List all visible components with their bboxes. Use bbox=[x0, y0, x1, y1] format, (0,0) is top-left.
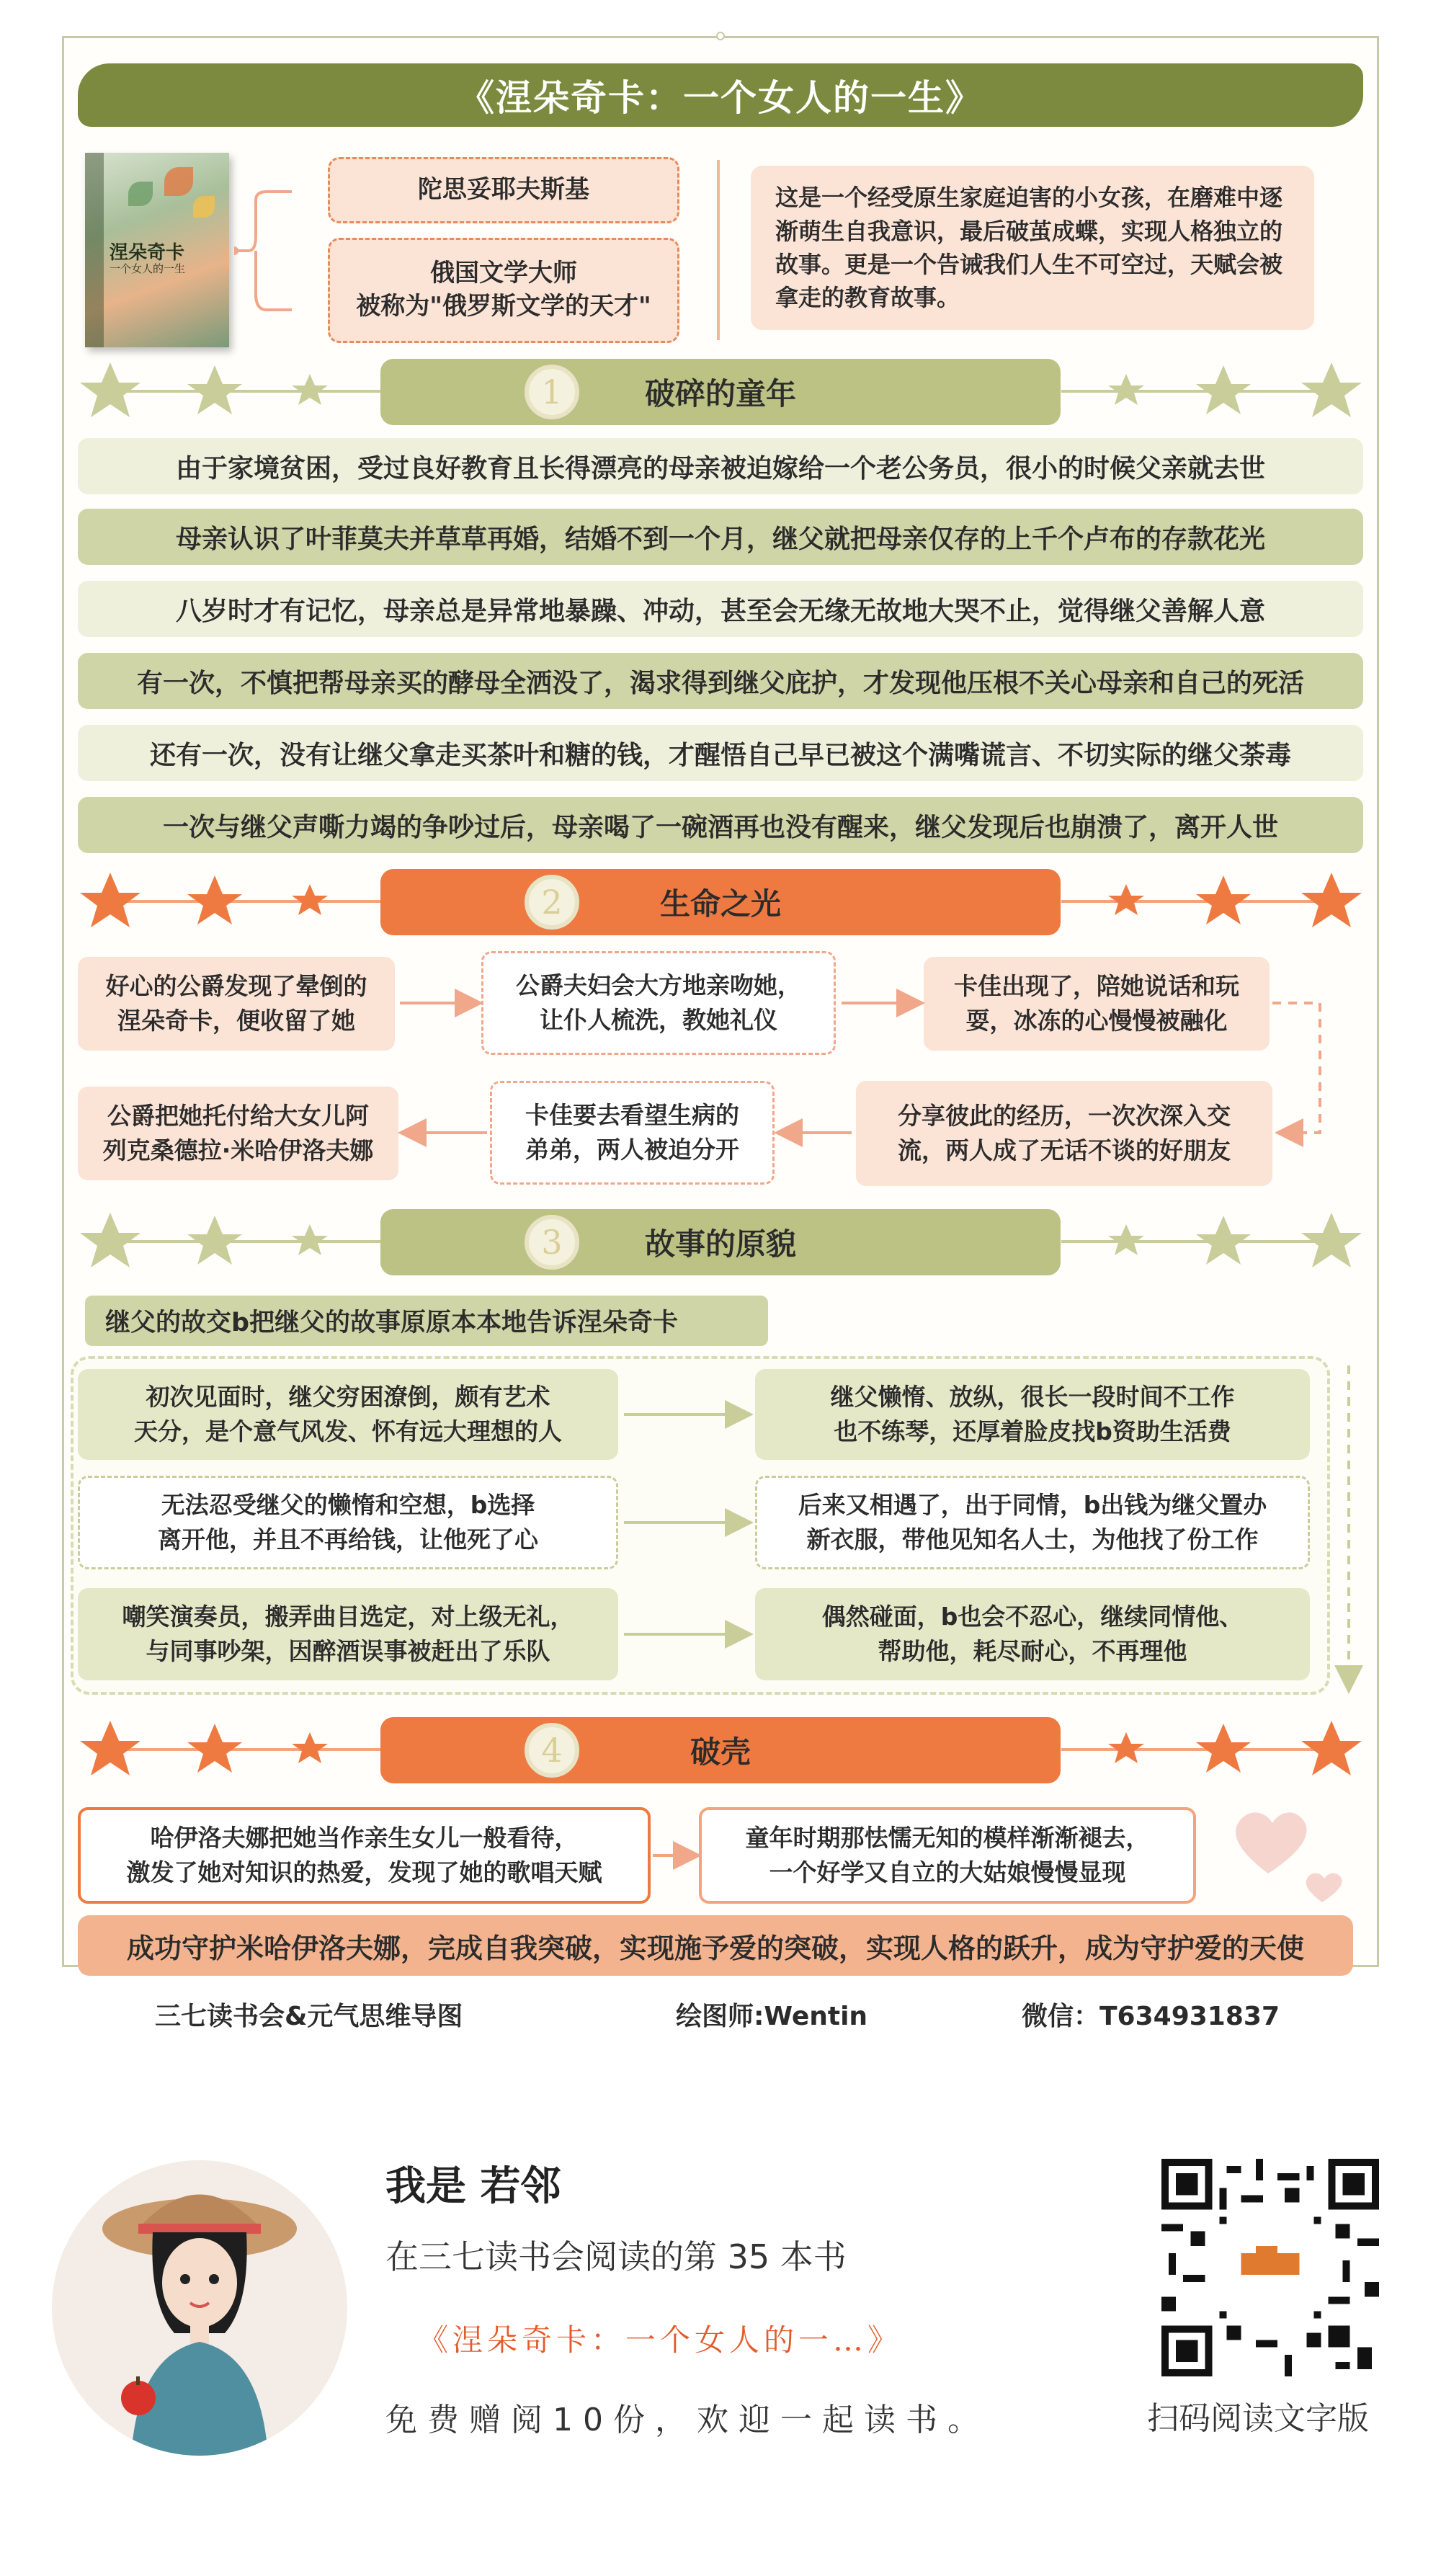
author-name-box: 陀思妥耶夫斯基 bbox=[328, 157, 679, 223]
section-title: 故事的原貌 bbox=[644, 1226, 796, 1262]
section-title: 生命之光 bbox=[659, 886, 781, 922]
page-title: 《涅朵奇卡：一个女人的一生》 bbox=[78, 63, 1363, 127]
section-title: 破碎的童年 bbox=[644, 376, 796, 411]
light-node-4: 分享彼此的经历，一次次深入交 流，两人成了无话不谈的好朋友 bbox=[856, 1081, 1272, 1186]
story-right-2: 后来又相遇了，出于同情，b出钱为继父置办 新衣服，带他见知名人士，为他找了份工作 bbox=[755, 1476, 1310, 1569]
qr-caption: 扫码阅读文字版 bbox=[1147, 2400, 1369, 2437]
story-left-2: 无法忍受继父的懒惰和空想，b选择 离开他，并且不再给钱，让他死了心 bbox=[78, 1476, 618, 1569]
childhood-item-3: 八岁时才有记忆，母亲总是异常地暴躁、冲动，甚至会无缘无故地大哭不止，觉得继父善解人意 bbox=[78, 581, 1363, 637]
childhood-item-4: 有一次，不慎把帮母亲买的酵母全洒没了，渴求得到继父庇护，才发现他压根不关心母亲和自己的死活 bbox=[78, 653, 1363, 709]
section3-subtitle: 继父的故交b把继父的故事原原本本地告诉涅朵奇卡 bbox=[85, 1296, 768, 1346]
story-right-1: 继父懒惰、放纵，很长一段时间不工作 也不练琴，还厚着脸皮找b资助生活费 bbox=[755, 1369, 1310, 1460]
reader-gift-line: 免费赠阅10份，欢迎一起读书。 bbox=[385, 2402, 989, 2438]
book-cover-subtitle: 一个女人的一生 bbox=[110, 262, 186, 275]
reader-count-line: 在三七读书会阅读的第 35 本书 bbox=[385, 2237, 847, 2276]
story-left-3: 嘲笑演奏员，搬弄曲目选定，对上级无礼， 与同事吵架，因醉酒误事被赶出了乐队 bbox=[78, 1588, 618, 1680]
section-title: 破壳 bbox=[690, 1734, 751, 1770]
footer-org: 三七读书会&元气思维导图 bbox=[155, 2002, 463, 2031]
section-number-badge: 3 bbox=[525, 1215, 579, 1270]
light-node-2: 公爵夫妇会大方地亲吻她， 让仆人梳洗，教她礼仪 bbox=[481, 951, 836, 1055]
heart-icon bbox=[1225, 1794, 1355, 1909]
author-desc-box: 俄国文学大师 被称为"俄罗斯文学的天才" bbox=[328, 238, 679, 343]
section-number-badge: 1 bbox=[525, 365, 579, 419]
awakening-box-2: 童年时期那怯懦无知的模样渐渐褪去， 一个好学又自立的大姑娘慢慢显现 bbox=[699, 1807, 1196, 1904]
conclusion-strip: 成功守护米哈伊洛夫娜，完成自我突破，实现施予爱的突破，实现人格的跃升，成为守护爱的天使 bbox=[78, 1915, 1353, 1976]
light-node-3: 卡佳出现了，陪她说话和玩 耍，冰冻的心慢慢被融化 bbox=[924, 957, 1270, 1051]
childhood-item-1: 由于家境贫困，受过良好教育且长得漂亮的母亲被迫嫁给一个老公务员，很小的时候父亲就去世 bbox=[78, 438, 1363, 494]
footer-wechat: 微信：T634931837 bbox=[1022, 2002, 1280, 2031]
light-node-6: 公爵把她托付给大女儿阿 列克桑德拉·米哈伊洛夫娜 bbox=[78, 1087, 398, 1180]
qr-code-icon[interactable] bbox=[1161, 2159, 1379, 2376]
childhood-item-2: 母亲认识了叶菲莫夫并草草再婚，结婚不到一个月，继父就把母亲仅存的上千个卢布的存款花光 bbox=[78, 509, 1363, 565]
qr-code-pattern bbox=[1161, 2159, 1379, 2376]
book-cover-title: 涅朵奇卡 bbox=[110, 242, 185, 264]
awakening-box-1: 哈伊洛夫娜把她当作亲生女儿一般看待， 激发了她对知识的热爱，发现了她的歌唱天赋 bbox=[78, 1807, 651, 1904]
story-right-3: 偶然碰面，b也会不忍心，继续同情他、 帮助他，耗尽耐心，不再理他 bbox=[755, 1588, 1310, 1680]
reader-name: 我是 若邻 bbox=[385, 2163, 561, 2210]
childhood-item-6: 一次与继父声嘶力竭的争吵过后，母亲喝了一碗酒再也没有醒来，继父发现后也崩溃了，离开人世 bbox=[78, 797, 1363, 853]
reader-book-title: 《涅朵奇卡：一个女人的一…》 bbox=[418, 2322, 903, 2358]
reader-avatar bbox=[52, 2160, 347, 2456]
light-node-5: 卡佳要去看望生病的 弟弟，两人被迫分开 bbox=[490, 1081, 775, 1185]
section-number-badge: 4 bbox=[525, 1723, 579, 1778]
story-left-1: 初次见面时，继父穷困潦倒，颇有艺术 天分，是个意气风发、怀有远大理想的人 bbox=[78, 1369, 618, 1460]
summary-box: 这是一个经受原生家庭迫害的小女孩，在磨难中逐渐萌生自我意识，最后破茧成蝶，实现人格独立的故事。更是一个告诫我们人生不可空过，天赋会被拿走的教育故事。 bbox=[751, 166, 1314, 330]
section-number-badge: 2 bbox=[525, 875, 579, 930]
footer-artist: 绘图师:Wentin bbox=[676, 2002, 868, 2031]
girl-illustration-icon bbox=[52, 2160, 347, 2456]
light-node-1: 好心的公爵发现了晕倒的 涅朵奇卡，便收留了她 bbox=[78, 957, 395, 1051]
childhood-item-5: 还有一次，没有让继父拿走买茶叶和糖的钱，才醒悟自己早已被这个满嘴谎言、不切实际的继父荼毒 bbox=[78, 725, 1363, 781]
